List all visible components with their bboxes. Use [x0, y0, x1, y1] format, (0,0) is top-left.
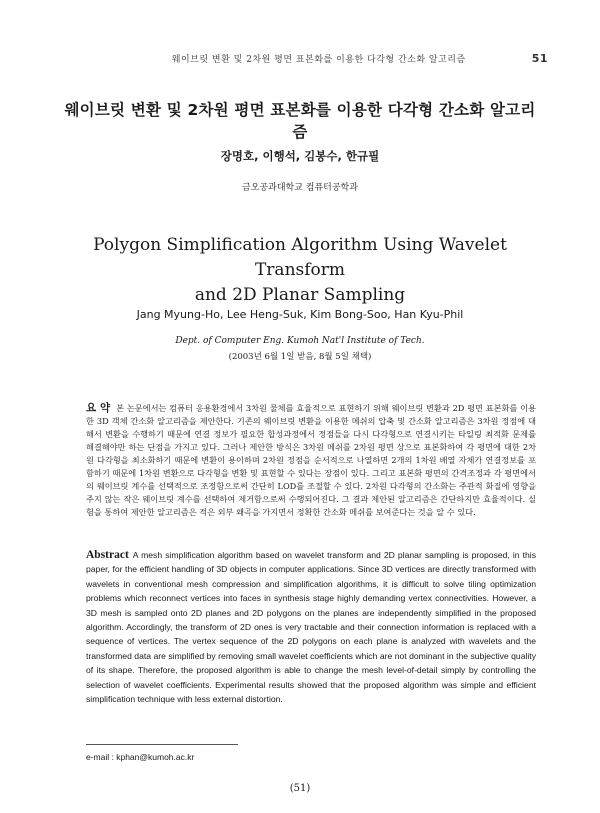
footnote-email: e-mail : kphan@kumoh.ac.kr — [86, 752, 195, 762]
running-head-title: 웨이브릿 변환 및 2차원 평면 표본화를 이용한 다각형 간소화 알고리즘 — [171, 55, 466, 65]
korean-abstract-label: 요 약 — [86, 402, 111, 414]
korean-abstract-text: 본 논문에서는 컴퓨터 응용환경에서 3차원 물체를 효율적으로 표현하기 위해 웨이브릿 변환과 2D 평면 표본화를 이용한 3D 객체 간소화 알고리즘을 제안한다. 기존의 웨이브릿 변환을 이용한 메쉬의 압축 및 간소화 알고리즘은 3차원 정점에 대해서 변환을 수행하기 때문에 연결 정보가 필요한 합성과정에서 정점들을 다시 다각형으로 연결시키는 타일링 최적화 문제를 해결해야만 하는 단점을 가지고 있다. 그러나 제안한 방식은 3차원 메쉬를 2차원 평면 상으로 표본화하여 각 평면에 대한 2차원 다각형을 최소화하기 때문에 변환이 용이하며 2차원 정점을 순서적으로 나열하면 2개의 1차원 배열 자체가 연결정보를 포함하기 때문에 1차원 변환으로 다각형을 변환 및 표현할 수 있다는 장점이 있다. 그리고 표본화 평면의 간격조정과 각 평면에서의 웨이브릿 계수를 선택적으로 조정함으로써 간단히 LOD를 조절할 수 있다. 2차원 다각형의 간소화는 주관적 화질에 영향을 주지 않는 작은 웨이브릿 계수를 선택하여 제거함으로써 수행되어진다. 그 결과 제안된 알고리즘은 간단하지만 효율적이다. 실험을 통하여 제안한 알고리즘은 적은 외부 왜곡을 가지면서 정확한 간소화 메쉬를 보여준다는 것을 알 수 있다. — [86, 403, 537, 517]
korean-abstract — [86, 402, 536, 519]
english-title-line-2: and 2D Planar Sampling — [194, 285, 406, 305]
korean-title: 웨이브릿 변환 및 2차원 평면 표본화를 이용한 다각형 간소화 알고리즘 — [64, 101, 536, 141]
english-department: Dept. of Computer Eng. Kumoh Nat'l Institute of Tech. — [175, 336, 425, 346]
footnote-divider — [86, 744, 238, 745]
korean-authors: 장명호, 이행석, 김봉수, 한규필 — [220, 149, 380, 163]
english-title-line-1: Polygon Simplification Algorithm Using Wavelet Transform — [93, 235, 507, 280]
english-authors: Jang Myung-Ho, Lee Heng-Suk, Kim Bong-Soo, Han Kyu-Phil — [136, 308, 464, 321]
korean-affiliation: 금오공과대학교 컴퓨터공학과 — [242, 183, 358, 193]
english-title — [60, 233, 540, 308]
running-head-page-number: 51 — [531, 52, 548, 65]
english-abstract — [86, 548, 536, 706]
received-date: (2003년 6월 1일 받음, 8월 5일 채택) — [228, 352, 372, 362]
english-abstract-label: Abstract — [86, 549, 129, 561]
english-abstract-text: A mesh simplification algorithm based on wavelet transform and 2D planar sampling is proposed, in this paper, for the efficient handling of 3D objects in computer applications. Since 3D vertices are directly transformed with wavelets in conventional mesh compression and simplification algorithms, it is difficult to solve tiling optimization problems which reconnect vertices into faces in synthesis stage highly demanding vertex connectivities. However, a 3D mesh is sampled onto 2D planes and 2D polygons on the planes are independently simplified in the proposed algorithm. Accordingly, the transform of 2D ones is very tractable and their connection information is replaced with a sequence of vertices. The vertex sequence of the 2D polygons on each plane is analyzed with wavelets and the transformed data are simplified by removing small wavelet coefficients which are not dominant in the subjective quality of its shape. Therefore, the proposed algorithm is able to change the mesh level-of-detail simply by controlling the selection of wavelet coefficients. Experimental results showed that the proposed algorithm was simple and efficient simplification technique with less external distortion. — [86, 550, 536, 705]
running-head — [88, 52, 548, 65]
page-footer-number: (51) — [289, 783, 311, 794]
